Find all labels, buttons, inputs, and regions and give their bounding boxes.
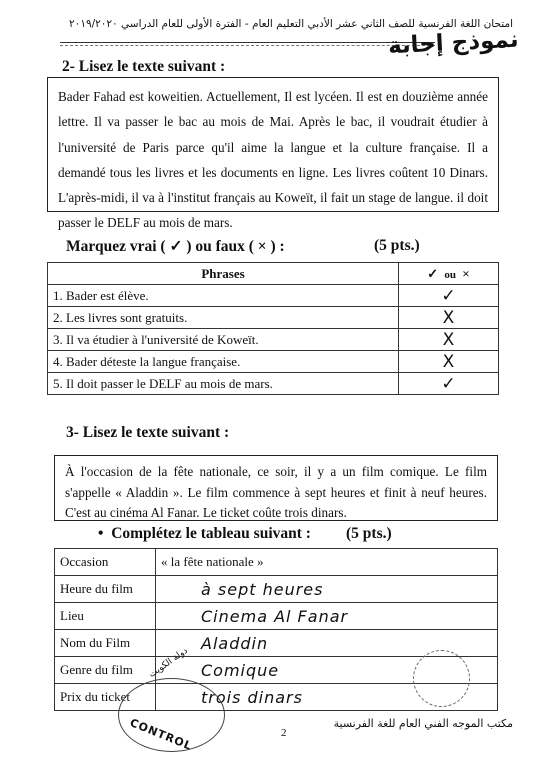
table-row xyxy=(48,285,499,307)
header-phrases: Phrases xyxy=(48,263,399,285)
table-row xyxy=(55,549,498,576)
section3-points: (5 pts.) xyxy=(346,525,392,542)
label-cell: Heure du film xyxy=(55,576,156,603)
value-cell: « la fête nationale » xyxy=(156,549,498,576)
label-cell: Occasion xyxy=(55,549,156,576)
true-false-table xyxy=(47,262,499,395)
signature-stamp: مكتب الموجه الفني العام للغة الفرنسية xyxy=(333,717,513,730)
table-header-row xyxy=(48,263,499,285)
label-cell: Lieu xyxy=(55,603,156,630)
exam-header: امتحان اللغة الفرنسية للصف الثاني عشر الأدبي التعليم العام - الفترة الأولى للعام الدراسي ٢٠١٩/٢٠٢٠ xyxy=(69,18,513,30)
section2-text-box: Bader Fahad est koweitien. Actuellement, Il est lycéen. Il est en douzième année lettre. Il va passer le bac au mois de Mai. Après le bac, il voudrait étudier à l'université de Paris parce qu'il aime la langue et la culture française. Il a demandé tous les livres et les documents en ligne. Les livres coûtent 10 Dinars. L'après-midi, il va à l'institut français au Koweït, il fait un stage de langue. il doit passer le DELF au mois de mars. xyxy=(47,77,499,212)
label-cell: Genre du film xyxy=(55,657,156,684)
answer-cell: ✓ xyxy=(399,285,499,307)
section2-instruction: Marquez vrai ( ✓ ) ou faux ( × ) : xyxy=(66,238,285,255)
cross-icon: × xyxy=(462,265,470,281)
section2-points: (5 pts.) xyxy=(374,237,420,254)
label-cell: Prix du ticket xyxy=(55,684,156,711)
table-row xyxy=(48,373,499,395)
page-number: 2 xyxy=(281,727,287,739)
phrase-cell: 2. Les livres sont gratuits. xyxy=(48,307,399,329)
table-row xyxy=(55,576,498,603)
phrase-cell: 5. Il doit passer le DELF au mois de mars. xyxy=(48,373,399,395)
table-row xyxy=(55,603,498,630)
phrase-cell: 1. Bader est élève. xyxy=(48,285,399,307)
model-answer-stamp: نموذج إجابة xyxy=(387,26,520,60)
handwritten-value-cell: à sept heures xyxy=(156,576,498,603)
answer-cell: X xyxy=(399,307,499,329)
header-divider xyxy=(60,42,435,43)
table-row xyxy=(48,329,499,351)
phrase-cell: 4. Bader déteste la langue française. xyxy=(48,351,399,373)
section3-title: 3- Lisez le texte suivant : xyxy=(66,424,230,441)
bullet-icon: • xyxy=(98,525,112,542)
header-or: ou xyxy=(444,268,457,281)
table-row xyxy=(48,351,499,373)
phrase-cell: 3. Il va étudier à l'université de Koweït. xyxy=(48,329,399,351)
section2-title: 2- Lisez le texte suivant : xyxy=(62,58,226,75)
control-stamp-text: CONTROL xyxy=(127,716,195,753)
section3-instruction xyxy=(98,525,311,543)
emblem-stamp-icon xyxy=(413,650,470,707)
answer-cell: ✓ xyxy=(399,373,499,395)
handwritten-value-cell: Comique xyxy=(156,657,498,684)
handwritten-value-cell: trois dinars xyxy=(156,684,498,711)
label-cell: Nom du Film xyxy=(55,630,156,657)
answer-cell: X xyxy=(399,351,499,373)
handwritten-value-cell: Aladdin xyxy=(156,630,498,657)
header-divider-dashed xyxy=(60,45,435,46)
table-row xyxy=(48,307,499,329)
seal-arabic-text: دولة الكويت xyxy=(147,645,190,681)
header-check-or-cross xyxy=(399,263,499,285)
answer-cell: X xyxy=(399,329,499,351)
section3-text-box: À l'occasion de la fête nationale, ce soir, il y a un film comique. Le film s'appelle « Aladdin ». Le film commence à sept heures et finit à neuf heures. C'est au cinéma Al Fanar. Le ticket coûte trois dinars. xyxy=(54,455,498,521)
section3-instruction-text: Complétez le tableau suivant : xyxy=(111,525,311,542)
check-icon: ✓ xyxy=(427,265,439,281)
handwritten-value-cell: Cinema Al Fanar xyxy=(156,603,498,630)
